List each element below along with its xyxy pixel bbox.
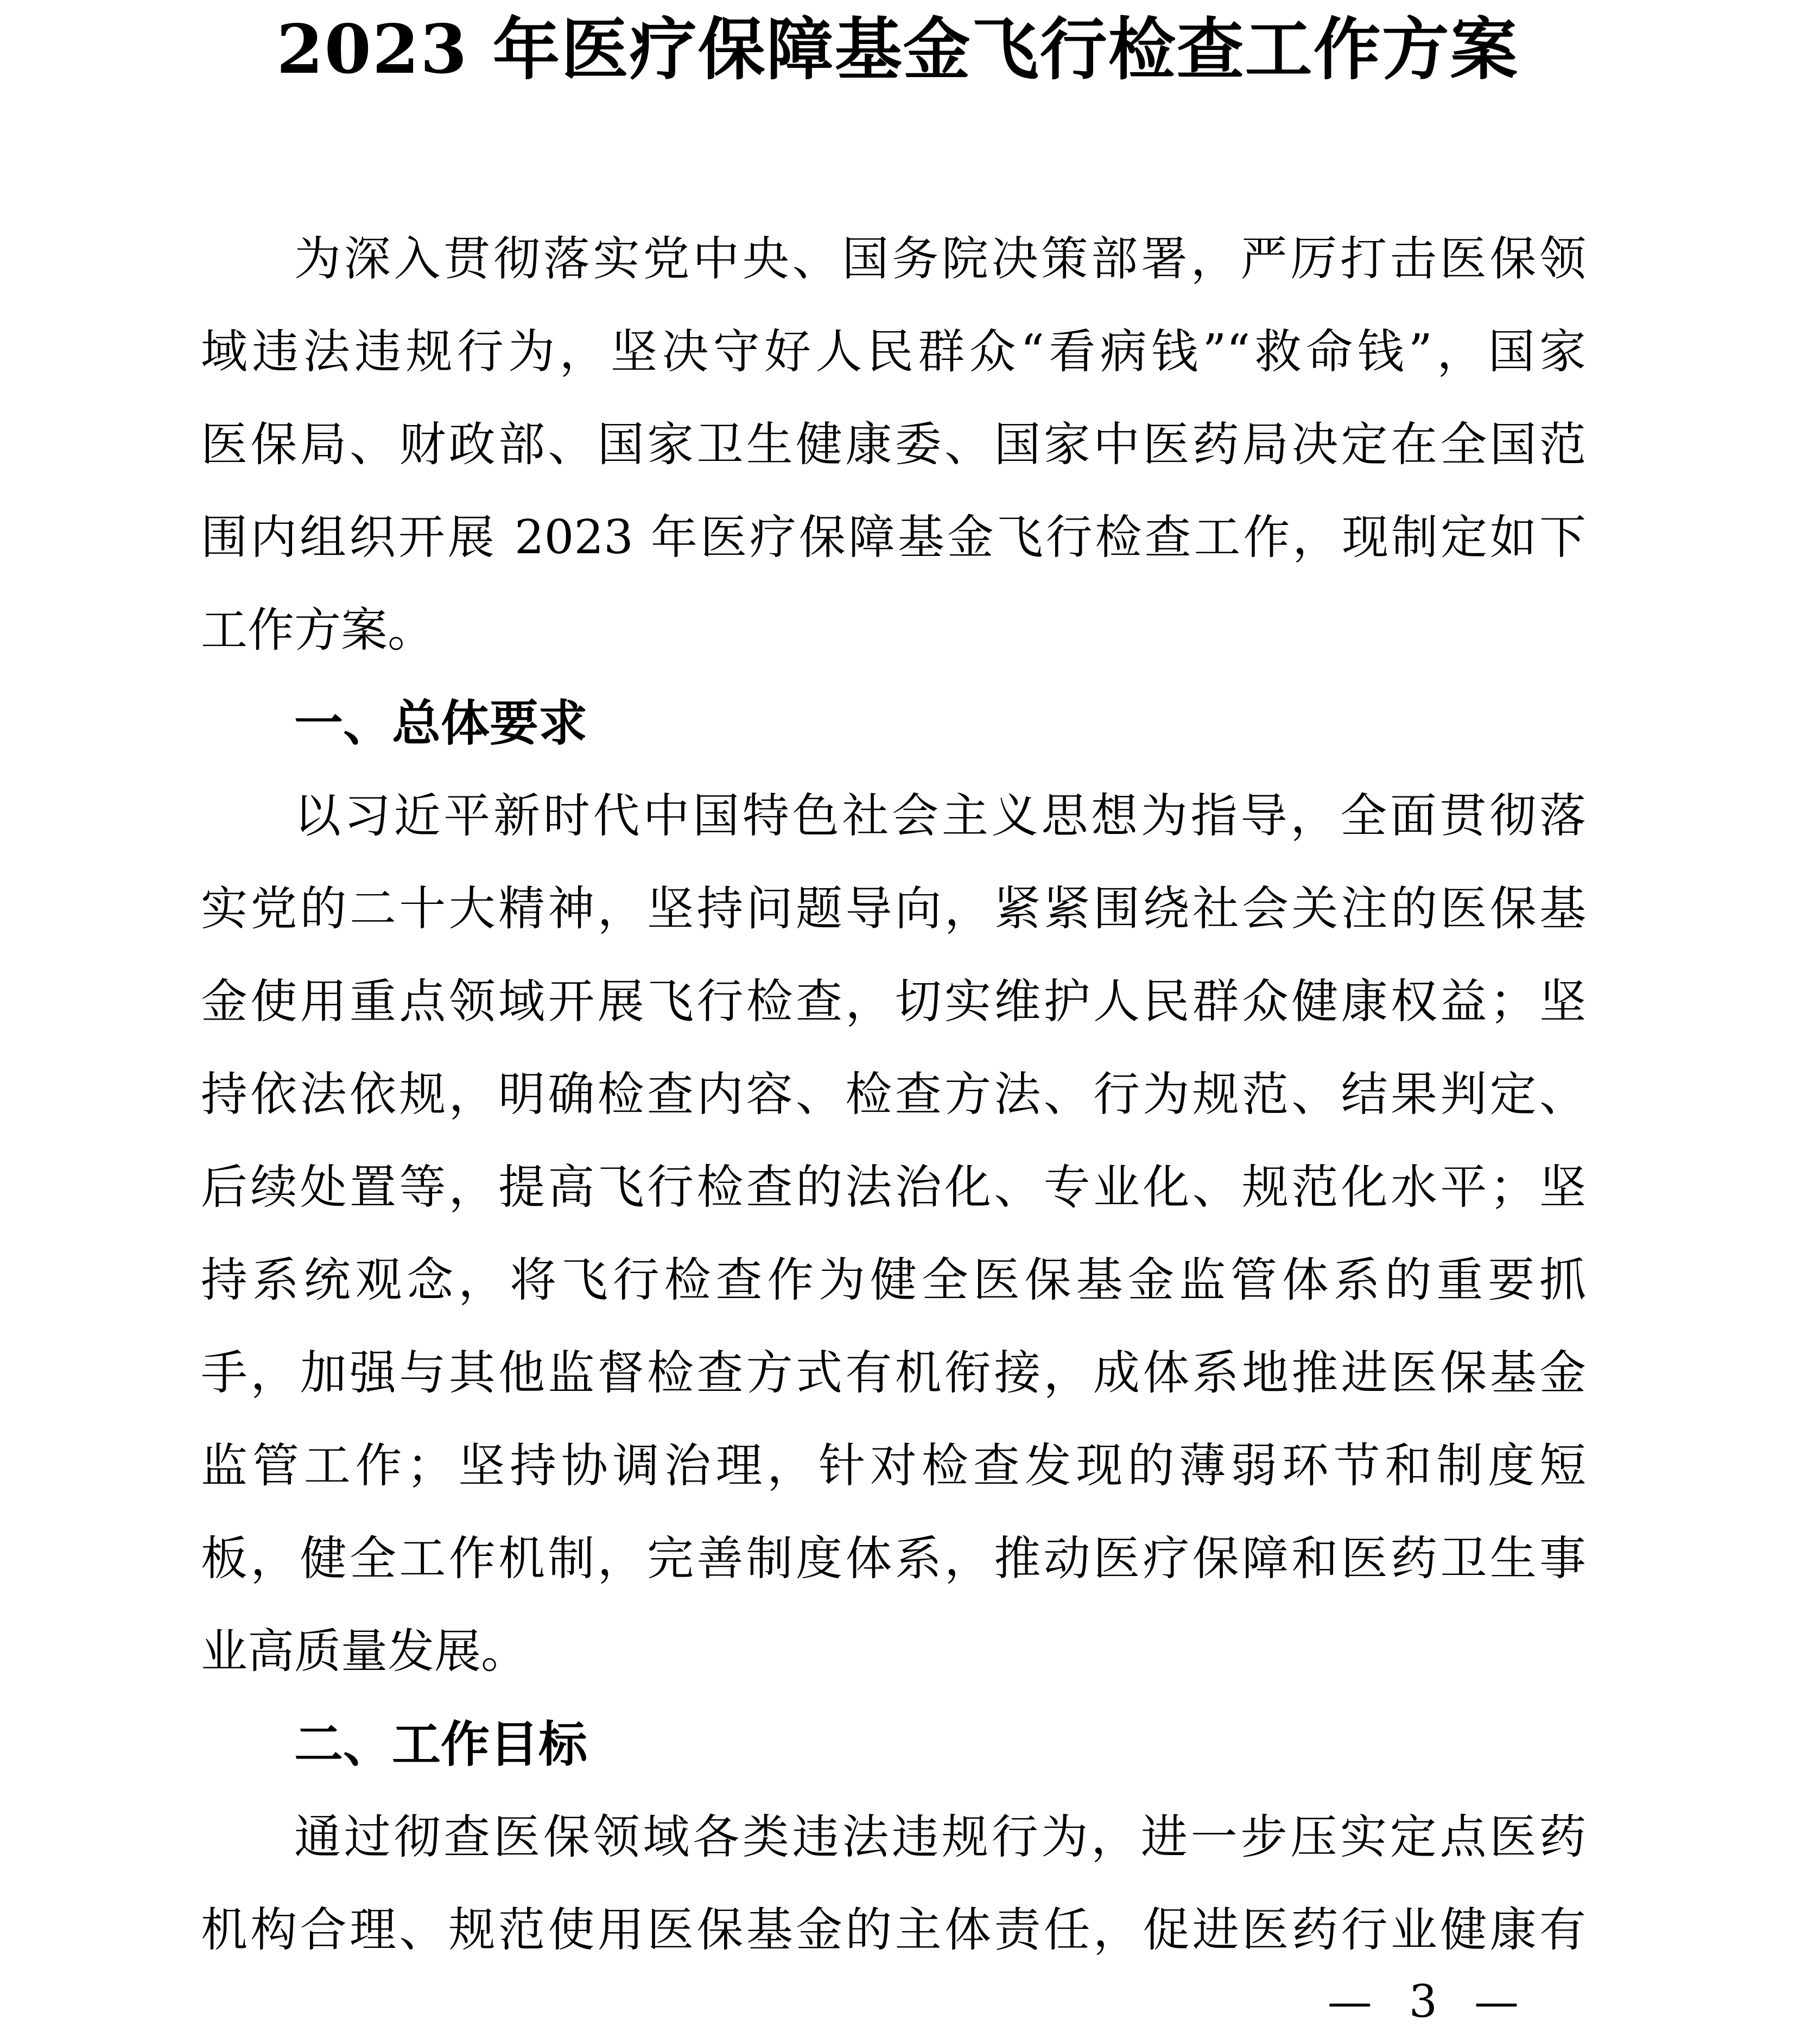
text-line: 医保局、财政部、国家卫生健康委、国家中医药局决定在全国范 <box>201 417 1586 472</box>
text-line: 工作方案。 <box>201 603 434 657</box>
section-heading-1: 一、总体要求 <box>294 695 587 752</box>
text-line: 业高质量发展。 <box>201 1624 528 1679</box>
text-line: 手，加强与其他监督检查方式有机衔接，成体系地推进医保基金 <box>201 1346 1586 1400</box>
text-line: 通过彻查医保领域各类违法违规行为，进一步压实定点医药 <box>294 1810 1586 1864</box>
text-line: 机构合理、规范使用医保基金的主体责任，促进医药行业健康有 <box>201 1903 1586 1957</box>
text-line: 后续处置等，提高飞行检查的法治化、专业化、规范化水平；坚 <box>201 1160 1586 1214</box>
text-line: 持依法依规，明确检查内容、检查方法、行为规范、结果判定、 <box>201 1067 1586 1122</box>
section-heading-2: 二、工作目标 <box>294 1716 587 1773</box>
document-title: 2023 年医疗保障基金飞行检查工作方案 <box>276 10 1519 89</box>
text-line: 实党的二十大精神，坚持问题导向，紧紧围绕社会关注的医保基 <box>201 882 1586 936</box>
document-body <box>201 213 1586 1977</box>
text-line: 板，健全工作机制，完善制度体系，推动医疗保障和医药卫生事 <box>201 1532 1586 1586</box>
text-line: 为深入贯彻落实党中央、国务院决策部署，严厉打击医保领 <box>294 232 1586 286</box>
text-line: 金使用重点领域开展飞行检查，切实维护人民群众健康权益；坚 <box>201 974 1586 1029</box>
page-number: — 3 — <box>1327 1976 1521 2028</box>
text-line: 持系统观念，将飞行检查作为健全医保基金监管体系的重要抓 <box>201 1253 1586 1307</box>
text-line: 监管工作；坚持协调治理，针对检查发现的薄弱环节和制度短 <box>201 1439 1586 1493</box>
text-line: 以习近平新时代中国特色社会主义思想为指导，全面贯彻落 <box>294 789 1586 843</box>
text-line: 围内组织开展 2023 年医疗保障基金飞行检查工作，现制定如下 <box>201 510 1586 565</box>
text-line: 域违法违规行为，坚决守好人民群众“看病钱”“救命钱”，国家 <box>201 325 1586 379</box>
